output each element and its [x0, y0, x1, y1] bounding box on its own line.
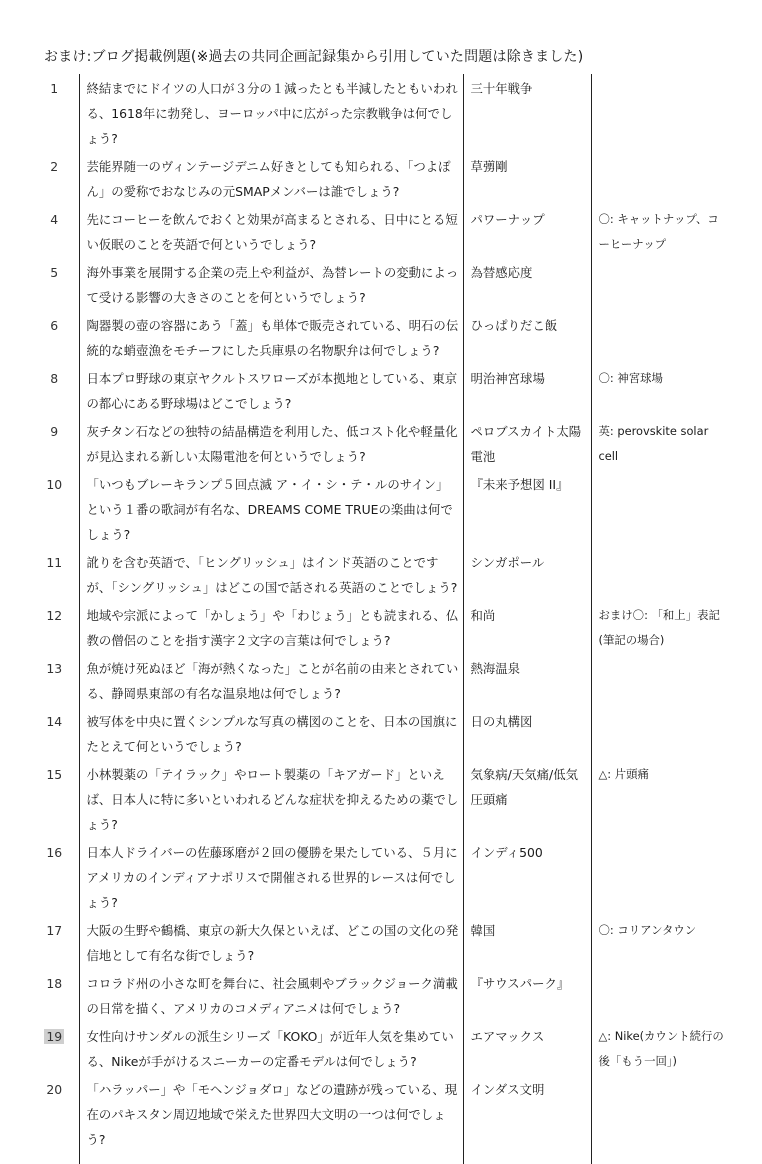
quiz-row [30, 205, 730, 258]
quiz-row [30, 74, 730, 152]
question-number: 18 [46, 976, 63, 991]
question-number: 14 [46, 714, 63, 729]
question-text: 地域や宗派によって「かしょう」や「わじょう」とも読まれる、仏教の僧侶のことを指す漢字２文字の言葉は何でしょう? [79, 601, 463, 654]
quiz-row [30, 470, 730, 548]
quiz-row [30, 258, 730, 311]
answer-text: 明治神宮球場 [463, 364, 591, 417]
answer-note [591, 654, 730, 707]
quiz-row [30, 152, 730, 205]
answer-note [591, 74, 730, 152]
question-text: 訛りを含む英語で、「ヒングリッシュ」はインド英語のことですが、「シングリッシュ」はどこの国で話される英語のことでしょう? [79, 548, 463, 601]
quiz-table [30, 74, 730, 1164]
answer-note [591, 311, 730, 364]
question-number-cell [30, 1022, 79, 1075]
answer-note [591, 548, 730, 601]
quiz-row [30, 417, 730, 470]
answer-note: 英: perovskite solar cell [598, 424, 709, 463]
quiz-row [30, 1022, 730, 1075]
question-text: コロラド州の小さな町を舞台に、社会風刺やブラックジョーク満載の日常を描く、アメリカのコメディアニメは何でしょう? [79, 969, 463, 1022]
question-number: 12 [46, 608, 63, 623]
question-number: 13 [46, 661, 63, 676]
quiz-row [30, 969, 730, 1022]
quiz-row [30, 311, 730, 364]
answer-text: 熱海温泉 [463, 654, 591, 707]
answer-text: エアマックス [463, 1022, 591, 1075]
question-number: 15 [46, 767, 63, 782]
answer-note [591, 1075, 730, 1164]
question-text: 陶器製の壺の容器にあう「蓋」も単体で販売されている、明石の伝統的な蛸壺漁をモチーフにした兵庫県の名物駅弁は何でしょう? [79, 311, 463, 364]
answer-note: △: Nike(カウント続行の後「もう一回」) [598, 1029, 724, 1068]
question-number: 8 [50, 371, 59, 386]
question-number: 2 [50, 159, 59, 174]
question-text: 終結までにドイツの人口が３分の１減ったとも半減したともいわれる、1618年に勃発し、ヨーロッパ中に広がった宗教戦争は何でしょう? [79, 74, 463, 152]
question-text: 「いつもブレーキランプ５回点滅 ア・イ・シ・テ・ルのサイン」という１番の歌詞が有名な、DREAMS COME TRUEの楽曲は何でしょう? [79, 470, 463, 548]
answer-text: 気象病/天気痛/低気圧頭痛 [463, 760, 591, 838]
answer-note: 〇: コリアンタウン [598, 923, 697, 937]
answer-text: インディ500 [463, 838, 591, 916]
question-number: 4 [50, 212, 59, 227]
question-text: 「ハラッパー」や「モヘンジョダロ」などの遺跡が残っている、現在のパキスタン周辺地域で栄えた世界四大文明の一つは何でしょう? [79, 1075, 463, 1164]
answer-note [591, 707, 730, 760]
question-number: 1 [50, 81, 59, 96]
answer-text: ペロブスカイト太陽電池 [463, 417, 591, 470]
question-text: 灰チタン石などの独特の結晶構造を利用した、低コスト化や軽量化が見込まれる新しい太陽電池を何というでしょう? [79, 417, 463, 470]
question-text: 日本プロ野球の東京ヤクルトスワローズが本拠地としている、東京の都心にある野球場はどこでしょう? [79, 364, 463, 417]
quiz-row [30, 364, 730, 417]
question-text: 海外事業を展開する企業の売上や利益が、為替レートの変動によって受ける影響の大きさのことを何というでしょう? [79, 258, 463, 311]
quiz-row [30, 838, 730, 916]
answer-text: 草彅剛 [463, 152, 591, 205]
quiz-row [30, 916, 730, 969]
question-number-highlight: 19 [46, 1029, 63, 1044]
answer-text: ひっぱりだこ飯 [463, 311, 591, 364]
quiz-row [30, 760, 730, 838]
quiz-row [30, 601, 730, 654]
answer-note [591, 838, 730, 916]
answer-note [591, 258, 730, 311]
answer-note: △: 片頭痛 [598, 767, 649, 781]
question-text: 日本人ドライバーの佐藤琢磨が２回の優勝を果たしている、５月にアメリカのインディアナポリスで開催される世界的レースは何でしょう? [79, 838, 463, 916]
question-text: 芸能界随一のヴィンテージデニム好きとしても知られる、「つよぽん」の愛称でおなじみの元SMAPメンバーは誰でしょう? [79, 152, 463, 205]
answer-text: 日の丸構図 [463, 707, 591, 760]
answer-note: 〇: キャットナップ、コーヒーナップ [598, 212, 719, 251]
answer-text: インダス文明 [463, 1075, 591, 1164]
answer-text: パワーナップ [463, 205, 591, 258]
question-text: 小林製薬の「テイラック」やロート製薬の「キアガード」といえば、日本人に特に多いといわれるどんな症状を抑えるための薬でしょう? [79, 760, 463, 838]
question-text: 魚が焼け死ぬほど「海が熱くなった」ことが名前の由来とされている、静岡県東部の有名な温泉地は何でしょう? [79, 654, 463, 707]
question-number: 6 [50, 318, 59, 333]
question-number: 9 [50, 424, 59, 439]
answer-note: 〇: 神宮球場 [598, 371, 663, 385]
page-title: おまけ:ブログ掲載例題(※過去の共同企画記録集から引用していた問題は除きました) [44, 49, 584, 65]
question-number: 17 [46, 923, 63, 938]
quiz-row [30, 1075, 730, 1164]
question-text: 被写体を中央に置くシンプルな写真の構図のことを、日本の国旗にたとえて何というでしょう? [79, 707, 463, 760]
quiz-row [30, 654, 730, 707]
question-number: 5 [50, 265, 59, 280]
question-text: 女性向けサンダルの派生シリーズ「KOKO」が近年人気を集めている、Nikeが手がけるスニーカーの定番モデルは何でしょう? [79, 1022, 463, 1075]
answer-text: 和尚 [463, 601, 591, 654]
question-text: 先にコーヒーを飲んでおくと効果が高まるとされる、日中にとる短い仮眠のことを英語で何というでしょう? [79, 205, 463, 258]
answer-text: 為替感応度 [463, 258, 591, 311]
answer-text: 『未来予想図 II』 [463, 470, 591, 548]
answer-note [591, 152, 730, 205]
question-text: 大阪の生野や鶴橋、東京の新大久保といえば、どこの国の文化の発信地として有名な街でしょう? [79, 916, 463, 969]
answer-text: 韓国 [463, 916, 591, 969]
answer-note [591, 470, 730, 548]
answer-note [591, 969, 730, 1022]
answer-note: おまけ〇: 「和上」表記(筆記の場合) [598, 608, 720, 647]
question-number: 10 [46, 477, 63, 492]
question-number: 20 [46, 1082, 63, 1097]
answer-text: 『サウスパーク』 [463, 969, 591, 1022]
answer-text: 三十年戦争 [463, 74, 591, 152]
question-number: 11 [46, 555, 63, 570]
question-number: 16 [46, 845, 63, 860]
answer-text: シンガポール [463, 548, 591, 601]
quiz-row [30, 548, 730, 601]
quiz-row [30, 707, 730, 760]
